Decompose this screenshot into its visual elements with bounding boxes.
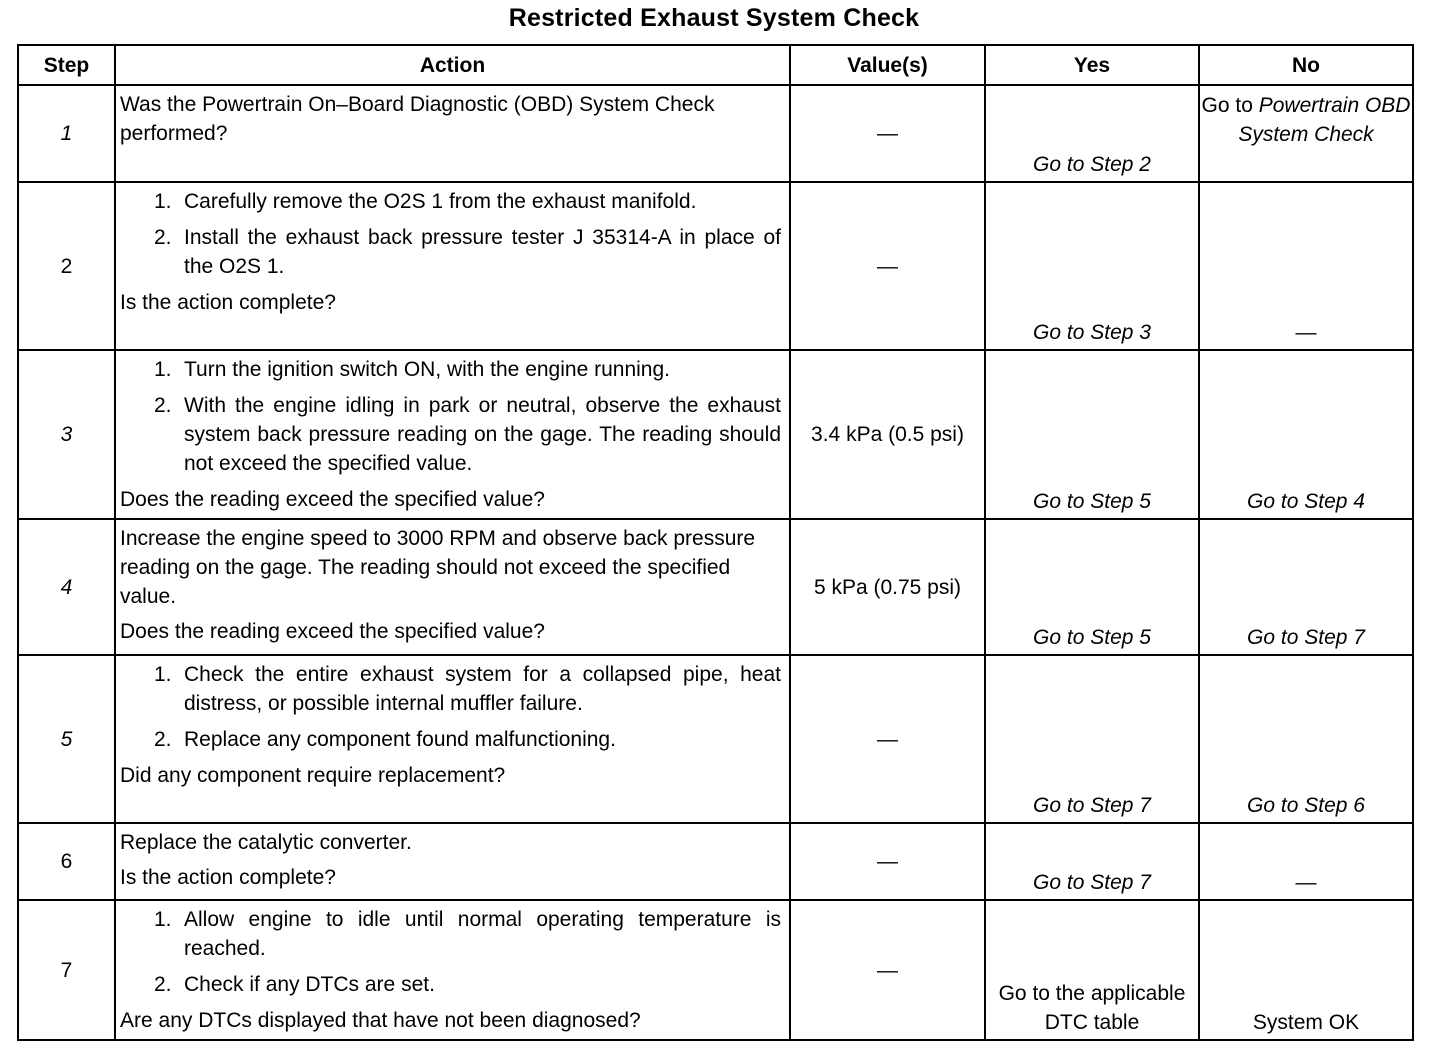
no-cell	[1199, 85, 1413, 182]
action-list	[120, 905, 781, 999]
item-number: 2.	[154, 394, 172, 417]
header-action: Action	[115, 45, 790, 85]
item-number: 1.	[154, 190, 172, 213]
action-cell	[115, 655, 790, 823]
no-cell: Go to Step 6	[1199, 655, 1413, 823]
step-number: 1	[18, 85, 115, 182]
list-item	[154, 187, 781, 216]
value-cell: —	[790, 85, 985, 182]
header-values: Value(s)	[790, 45, 985, 85]
item-number: 1.	[154, 663, 172, 686]
action-question: Does the reading exceed the specified value?	[120, 488, 545, 511]
action-cell	[115, 823, 790, 900]
action-question: Are any DTCs displayed that have not been diagnosed?	[120, 1009, 641, 1032]
value-cell: —	[790, 823, 985, 900]
item-number: 2.	[154, 973, 172, 996]
item-number: 2.	[154, 728, 172, 751]
list-item	[154, 905, 781, 963]
list-item	[154, 391, 781, 478]
list-item	[154, 970, 781, 999]
item-text: Turn the ignition switch ON, with the engine running.	[184, 358, 670, 381]
yes-cell: Go to Step 5	[985, 519, 1199, 655]
action-question: Is the action complete?	[120, 291, 336, 314]
table-row	[18, 519, 1413, 655]
no-link: Powertrain OBD System Check	[1238, 94, 1411, 146]
action-question: Does the reading exceed the specified value?	[120, 620, 545, 643]
action-cell	[115, 350, 790, 519]
action-text: Was the Powertrain On–Board Diagnostic (OBD) System Check performed?	[120, 93, 715, 145]
item-text: Check if any DTCs are set.	[184, 973, 435, 996]
yes-cell: Go to Step 5	[985, 350, 1199, 519]
table-row	[18, 823, 1413, 900]
action-list	[120, 660, 781, 754]
item-number: 1.	[154, 358, 172, 381]
table-row	[18, 655, 1413, 823]
no-cell: Go to Step 7	[1199, 519, 1413, 655]
list-item	[154, 355, 781, 384]
yes-cell: Go to Step 2	[985, 85, 1199, 182]
list-item	[154, 725, 781, 754]
table-row	[18, 85, 1413, 182]
no-cell: —	[1199, 823, 1413, 900]
no-cell: —	[1199, 182, 1413, 350]
yes-cell: Go to Step 3	[985, 182, 1199, 350]
header-yes: Yes	[985, 45, 1199, 85]
list-item	[154, 223, 781, 281]
value-cell: —	[790, 655, 985, 823]
value-cell: —	[790, 900, 985, 1040]
table-row	[18, 182, 1413, 350]
item-number: 1.	[154, 908, 172, 931]
item-text: Install the exhaust back pressure tester J 35314-A in place of the O2S 1.	[184, 226, 781, 278]
step-number: 3	[18, 350, 115, 519]
step-number: 2	[18, 182, 115, 350]
action-cell	[115, 182, 790, 350]
item-number: 2.	[154, 226, 172, 249]
item-text: Check the entire exhaust system for a collapsed pipe, heat distress, or possible internal muffler failure.	[184, 663, 781, 715]
action-list	[120, 187, 781, 281]
action-cell	[115, 519, 790, 655]
no-cell: Go to Step 4	[1199, 350, 1413, 519]
action-question: Did any component require replacement?	[120, 764, 506, 787]
value-cell: —	[790, 182, 985, 350]
item-text: Allow engine to idle until normal operating temperature is reached.	[184, 908, 781, 960]
table-row	[18, 900, 1413, 1040]
action-cell	[115, 85, 790, 182]
action-question: Is the action complete?	[120, 866, 336, 889]
action-list	[120, 355, 781, 478]
table-row	[18, 350, 1413, 519]
action-text: Increase the engine speed to 3000 RPM and observe back pressure reading on the gage. The reading should not exceed the specified value.	[120, 527, 756, 608]
action-cell	[115, 900, 790, 1040]
step-number: 7	[18, 900, 115, 1040]
yes-cell: Go to Step 7	[985, 655, 1199, 823]
yes-cell: Go to the applicable DTC table	[985, 900, 1199, 1040]
item-text: With the engine idling in park or neutral, observe the exhaust system back pressure reading on the gage. The reading should not exceed the specified value.	[184, 394, 781, 475]
list-item	[154, 660, 781, 718]
header-no: No	[1199, 45, 1413, 85]
page-title: Restricted Exhaust System Check	[508, 4, 920, 32]
step-number: 5	[18, 655, 115, 823]
yes-cell: Go to Step 7	[985, 823, 1199, 900]
action-text: Replace the catalytic converter.	[120, 831, 412, 854]
item-text: Carefully remove the O2S 1 from the exhaust manifold.	[184, 190, 697, 213]
value-cell: 5 kPa (0.75 psi)	[790, 519, 985, 655]
no-cell: System OK	[1199, 900, 1413, 1040]
header-step: Step	[18, 45, 115, 85]
diagnostic-table	[17, 44, 1414, 1041]
item-text: Replace any component found malfunctioning.	[184, 728, 616, 751]
header-row	[18, 45, 1413, 85]
value-cell: 3.4 kPa (0.5 psi)	[790, 350, 985, 519]
step-number: 4	[18, 519, 115, 655]
no-prefix: Go to	[1201, 94, 1253, 117]
step-number: 6	[18, 823, 115, 900]
